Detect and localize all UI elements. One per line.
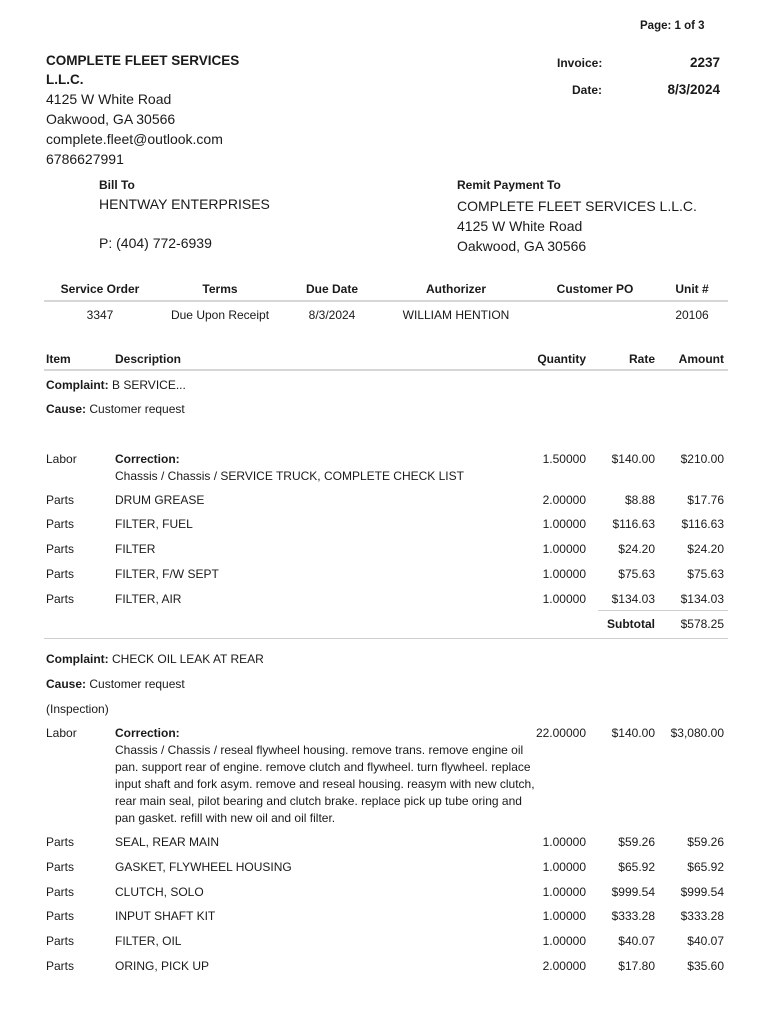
row-description [115,451,525,485]
row-item: Parts [46,959,75,973]
row-amount: $75.63 [687,567,724,581]
row-item: Labor [46,452,77,466]
order-header-service-order: Service Order [60,282,140,296]
row-amount: $333.28 [680,909,724,923]
correction-label: Correction: [115,726,180,740]
row-item: Parts [46,860,75,874]
row-rate: $333.28 [611,909,655,923]
date-label: Date: [572,83,603,97]
items-header-amount: Amount [678,352,724,366]
row-rate: $134.03 [611,592,655,606]
section2-cause [46,677,185,691]
row-rate: $140.00 [611,726,655,740]
correction-line: input shaft and fork asym. remove and reseal housing. reasym with new clutch, [115,777,535,791]
cause-text: Customer request [89,402,185,416]
row-item: Parts [46,885,75,899]
row-item: Labor [46,726,77,740]
items-header-description: Description [115,352,182,366]
remit-to-name: COMPLETE FLEET SERVICES L.L.C. [457,198,697,214]
complaint-text: B SERVICE... [112,378,186,392]
row-description [115,725,535,827]
row-quantity: 1.00000 [542,835,586,849]
row-quantity: 1.00000 [542,567,586,581]
row-description: ORING, PICK UP [115,959,210,973]
company-phone: 6786627991 [46,151,124,167]
items-header-item: Item [46,352,71,366]
section-divider [44,638,728,639]
row-item: Parts [46,592,75,606]
row-amount: $17.76 [687,493,724,507]
company-block [46,51,306,169]
row-description: GASKET, FLYWHEEL HOUSING [115,860,292,874]
row-rate: $59.26 [618,835,655,849]
row-quantity: 1.00000 [542,909,586,923]
row-amount: $999.54 [680,885,724,899]
row-rate: $24.20 [618,542,655,556]
correction-line: Chassis / Chassis / reseal flywheel housing. remove trans. remove engine oil [115,743,524,757]
correction-line: pan. support rear of engine. remove clutch and flywheel. turn flywheel. replace [115,760,531,774]
cause-label: Cause: [46,402,87,416]
row-rate: $8.88 [624,493,655,507]
order-header-customer-po: Customer PO [556,282,634,296]
row-amount: $35.60 [687,959,724,973]
company-address2: Oakwood, GA 30566 [46,111,176,127]
correction-label: Correction: [115,452,180,466]
row-quantity: 1.50000 [542,452,586,466]
company-name-line1: COMPLETE FLEET SERVICES [46,53,240,68]
row-amount: $59.26 [687,835,724,849]
remit-to-address2: Oakwood, GA 30566 [457,238,587,254]
section1-complaint [46,378,186,392]
row-rate: $17.80 [618,959,655,973]
invoice-label: Invoice: [557,56,603,70]
company-address1: 4125 W White Road [46,91,172,107]
row-rate: $40.07 [618,934,655,948]
row-item: Parts [46,493,75,507]
row-description: DRUM GREASE [115,493,205,507]
row-rate: $140.00 [611,452,655,466]
row-item: Parts [46,542,75,556]
row-description: FILTER, AIR [115,592,182,606]
inspection-note: (Inspection) [46,702,109,716]
row-item: Parts [46,909,75,923]
row-amount: $65.92 [687,860,724,874]
invoice-date: 8/3/2024 [667,82,720,97]
row-quantity: 2.00000 [542,493,586,507]
row-amount: $116.63 [681,517,724,531]
correction-line: rear main seal, pilot bearing and clutch brake. replace pick up tube oring and [115,794,522,808]
row-quantity: 2.00000 [542,959,586,973]
section1-cause [46,402,185,416]
row-quantity: 1.00000 [542,517,586,531]
row-description: SEAL, REAR MAIN [115,835,220,849]
order-value-due-date: 8/3/2024 [308,308,356,322]
row-amount: $24.20 [687,542,724,556]
complaint-text: CHECK OIL LEAK AT REAR [112,652,264,666]
page-number: Page: 1 of 3 [640,20,705,32]
row-rate: $999.54 [611,885,655,899]
correction-text: Chassis / Chassis / SERVICE TRUCK, COMPLETE CHECK LIST [115,469,464,483]
order-header-authorizer: Authorizer [426,282,486,296]
row-quantity: 1.00000 [542,934,586,948]
complaint-label: Complaint: [46,378,109,392]
row-description: FILTER, F/W SEPT [115,567,219,581]
order-value-authorizer: WILLIAM HENTION [402,308,510,322]
order-header-divider [44,300,728,302]
company-name-line2: L.L.C. [46,72,84,87]
subtotal-divider-top [598,610,728,611]
bill-to-label: Bill To [99,178,135,192]
items-header-divider [44,369,728,371]
order-value-terms: Due Upon Receipt [170,308,270,322]
row-amount: $210.00 [680,452,724,466]
row-description: FILTER, OIL [115,934,182,948]
row-quantity: 1.00000 [542,860,586,874]
row-quantity: 22.00000 [535,726,586,740]
row-item: Parts [46,517,75,531]
order-header-due-date: Due Date [305,282,358,296]
row-description: CLUTCH, SOLO [115,885,204,899]
row-description: FILTER [115,542,156,556]
row-description: INPUT SHAFT KIT [115,909,216,923]
row-item: Parts [46,835,75,849]
items-header-rate: Rate [628,352,655,366]
row-quantity: 1.00000 [542,592,586,606]
row-quantity: 1.00000 [542,542,586,556]
row-description: FILTER, FUEL [115,517,193,531]
order-header-terms: Terms [202,282,238,296]
row-amount: $3,080.00 [670,726,724,740]
items-header-quantity: Quantity [537,352,586,366]
bill-to-phone: P: (404) 772-6939 [99,235,212,251]
remit-to-label: Remit Payment To [457,178,561,192]
row-amount: $40.07 [687,934,724,948]
order-value-service-order: 3347 [86,308,114,322]
row-rate: $65.92 [618,860,655,874]
row-rate: $75.63 [618,567,655,581]
cause-label: Cause: [46,677,87,691]
row-amount: $134.03 [680,592,724,606]
row-quantity: 1.00000 [542,885,586,899]
order-header-unit: Unit # [675,282,709,296]
row-rate: $116.63 [612,517,655,531]
company-email: complete.fleet@outlook.com [46,131,223,147]
bill-to-name: HENTWAY ENTERPRISES [99,196,270,212]
complaint-label: Complaint: [46,652,109,666]
correction-line: pan gasket. refill with new oil and oil filter. [115,811,336,825]
subtotal-label: Subtotal [607,617,655,631]
remit-to-address1: 4125 W White Road [457,218,583,234]
cause-text: Customer request [89,677,185,691]
row-item: Parts [46,567,75,581]
row-item: Parts [46,934,75,948]
invoice-number: 2237 [689,55,720,70]
subtotal-value: $578.25 [680,617,724,631]
order-value-unit: 20106 [675,308,709,322]
section2-complaint [46,652,264,666]
remit-to-block [457,196,697,256]
